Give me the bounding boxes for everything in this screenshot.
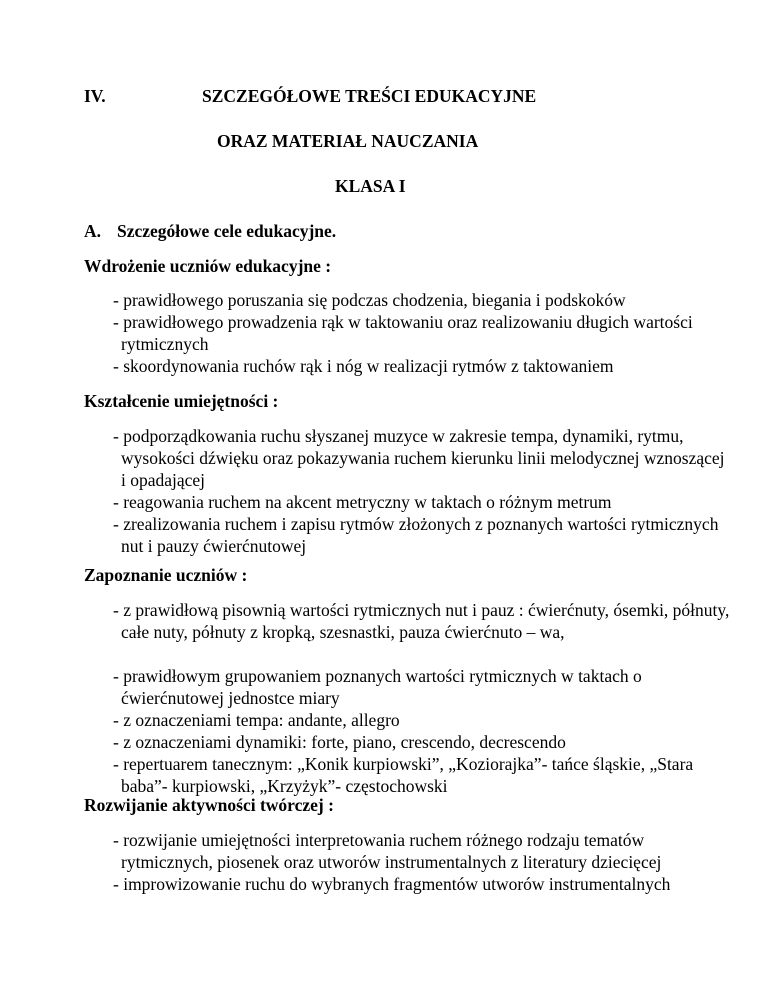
list-item: - skoordynowania ruchów rąk i nóg w realizacji rytmów z taktowaniem <box>113 356 614 376</box>
section-letter: A. <box>84 221 102 241</box>
subsection-heading-wdrozenie: Wdrożenie uczniów edukacyjne : <box>84 256 332 276</box>
section-title: Szczegółowe cele edukacyjne. <box>117 221 337 241</box>
list-item: - improwizowanie ruchu do wybranych fragmentów utworów instrumentalnych <box>113 874 671 894</box>
chapter-title-line2: ORAZ MATERIAŁ NAUCZANIA <box>217 131 479 151</box>
list-item: - zrealizowania ruchem i zapisu rytmów złożonych z poznanych wartości rytmicznych nut i pauzy ćwierćnutowej <box>113 514 719 556</box>
chapter-number: IV. <box>84 86 106 106</box>
subsection-heading-ksztalcenie: Kształcenie umiejętności : <box>84 391 279 411</box>
list-item: - z prawidłową pisownią wartości rytmicznych nut i pauz : ćwierćnuty, ósemki, półnuty, całe nuty, półnuty z kropką, szesnastki, pauza ćwierćnuto – wa, <box>113 600 730 642</box>
list-item: - z oznaczeniami tempa: andante, allegro <box>113 710 400 730</box>
subsection-heading-rozwijanie: Rozwijanie aktywności twórczej : <box>84 795 334 815</box>
list-item: - reagowania ruchem na akcent metryczny w taktach o różnym metrum <box>113 492 612 512</box>
list-item: - prawidłowego prowadzenia rąk w taktowaniu oraz realizowaniu długich wartości rytmicznych <box>113 312 693 354</box>
list-item: - prawidłowym grupowaniem poznanych wartości rytmicznych w taktach o ćwierćnutowej jednostce miary <box>113 666 642 708</box>
list-item: - repertuarem tanecznym: „Konik kurpiowski”, „Koziorajka”- tańce śląskie, „Stara baba”- kurpiowski, „Krzyżyk”- częstochowski <box>113 754 694 796</box>
chapter-title-line1: SZCZEGÓŁOWE TREŚCI EDUKACYJNE <box>202 86 537 106</box>
subsection-heading-zapoznanie: Zapoznanie uczniów : <box>84 565 248 585</box>
list-item: - podporządkowania ruchu słyszanej muzyce w zakresie tempa, dynamiki, rytmu, wysokości dźwięku oraz pokazywania ruchem kierunku linii melodycznej wznoszącej i opadającej <box>113 426 725 490</box>
class-heading: KLASA I <box>335 176 406 196</box>
list-item: - rozwijanie umiejętności interpretowania ruchem różnego rodzaju tematów rytmicznych, piosenek oraz utworów instrumentalnych z literatury dziecięcej <box>113 830 662 872</box>
list-item: - prawidłowego poruszania się podczas chodzenia, biegania i podskoków <box>113 290 626 310</box>
list-item: - z oznaczeniami dynamiki: forte, piano, crescendo, decrescendo <box>113 732 566 752</box>
